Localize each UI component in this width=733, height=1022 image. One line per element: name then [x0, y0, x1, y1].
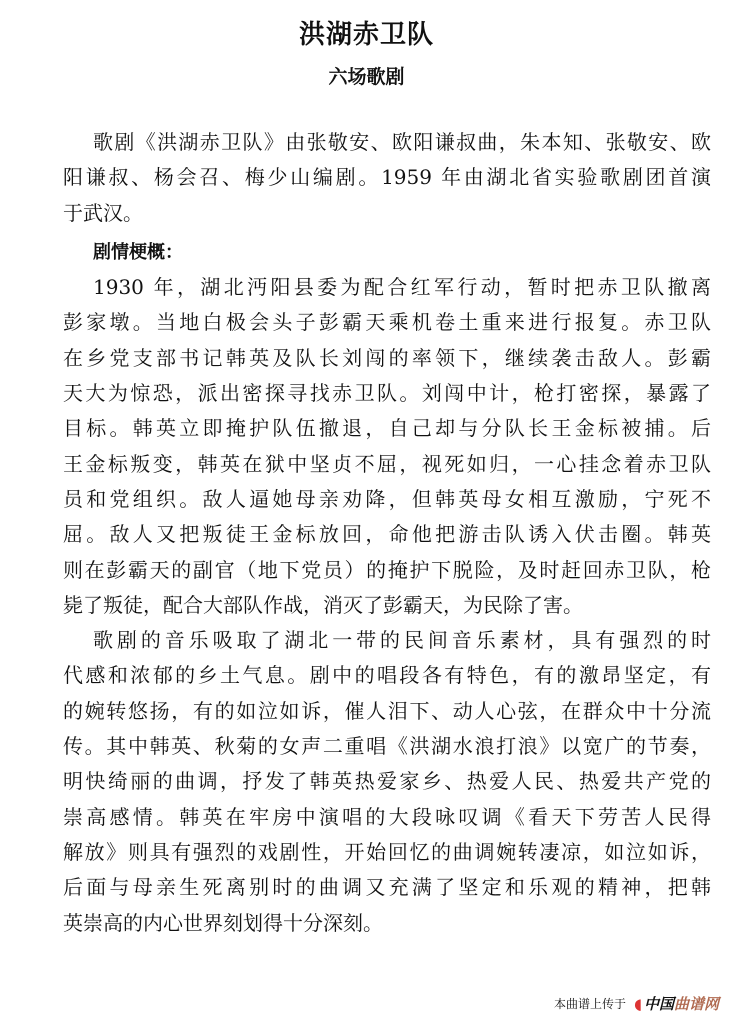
- music-paragraph: [63, 623, 711, 941]
- page-subtitle: 六场歌剧: [328, 66, 405, 88]
- intro-paragraph: [63, 125, 711, 231]
- upload-note: 本曲谱上传于: [554, 997, 627, 1011]
- text-line: 目标。韩英立即掩护队伍撤退，自己却与分队长王金标被捕。后: [63, 416, 711, 441]
- text-line: 解放》则具有强烈的戏剧性，开始回忆的曲调婉转凄凉，如泣如诉，: [63, 839, 711, 864]
- article-body: [63, 125, 711, 941]
- site-logo[interactable]: [634, 993, 719, 1014]
- text-line: 歌剧的音乐吸取了湖北一带的民间音乐素材，具有强烈的时: [93, 628, 711, 653]
- text-line: 天大为惊恐，派出密探寻找赤卫队。刘闯中计，枪打密探，暴露了: [63, 381, 711, 406]
- logo-text-a: 中国: [643, 995, 674, 1013]
- footer-watermark: [554, 993, 719, 1014]
- text-line: 歌剧《洪湖赤卫队》由张敬安、欧阳谦叔曲，朱本知、张敬安、欧: [93, 130, 711, 154]
- logo-mark-icon: ◖: [634, 994, 642, 1013]
- text-line: 1930 年，湖北沔阳县委为配合红军行动，暂时把赤卫队撤离: [93, 275, 711, 300]
- text-line: 明快绮丽的曲调，抒发了韩英热爱家乡、热爱人民、热爱共产党的: [63, 769, 711, 794]
- text-line: 在乡党支部书记韩英及队长刘闯的率领下，继续袭击敌人。彭霸: [63, 345, 711, 370]
- logo-text-b: 曲谱网: [673, 995, 719, 1013]
- text-line: 员和党组织。敌人逼她母亲劝降，但韩英母女相互激励，宁死不: [63, 486, 711, 511]
- text-line: 彭家墩。当地白极会头子彭霸天乘机卷土重来进行报复。赤卫队: [63, 310, 711, 335]
- text-line: 阳谦叔、杨会召、梅少山编剧。1959 年由湖北省实验歌剧团首演: [63, 165, 711, 190]
- text-line: 英崇高的内心世界刻划得十分深刻。: [63, 910, 383, 935]
- plot-paragraph: [63, 270, 711, 623]
- text-line: 屈。敌人又把叛徒王金标放回，命他把游击队诱入伏击圈。韩英: [63, 522, 711, 547]
- text-line: 崇高感情。韩英在牢房中演唱的大段咏叹调《看天下劳苦人民得: [63, 804, 711, 829]
- text-line: 后面与母亲生死离别时的曲调又充满了坚定和乐观的精神，把韩: [63, 875, 711, 900]
- text-line: 毙了叛徒，配合大部队作战，消灭了彭霸天，为民除了害。: [63, 592, 583, 617]
- text-line: 王金标叛变，韩英在狱中坚贞不屈，视死如归，一心挂念着赤卫队: [63, 451, 711, 476]
- text-line: 代感和浓郁的乡土气息。剧中的唱段各有特色，有的激昂坚定，有: [63, 663, 711, 688]
- text-line: 的婉转悠扬，有的如泣如诉，催人泪下、动人心弦，在群众中十分流: [63, 698, 711, 723]
- text-line: 传。其中韩英、秋菊的女声二重唱《洪湖水浪打浪》以宽广的节奏，: [63, 734, 711, 759]
- page-title: 洪湖赤卫队: [298, 20, 434, 50]
- text-line: 则在彭霸天的副官（地下党员）的掩护下脱险，及时赶回赤卫队，枪: [63, 557, 711, 582]
- section-heading: 剧情梗概：: [93, 241, 183, 263]
- text-line: 于武汉。: [63, 200, 143, 225]
